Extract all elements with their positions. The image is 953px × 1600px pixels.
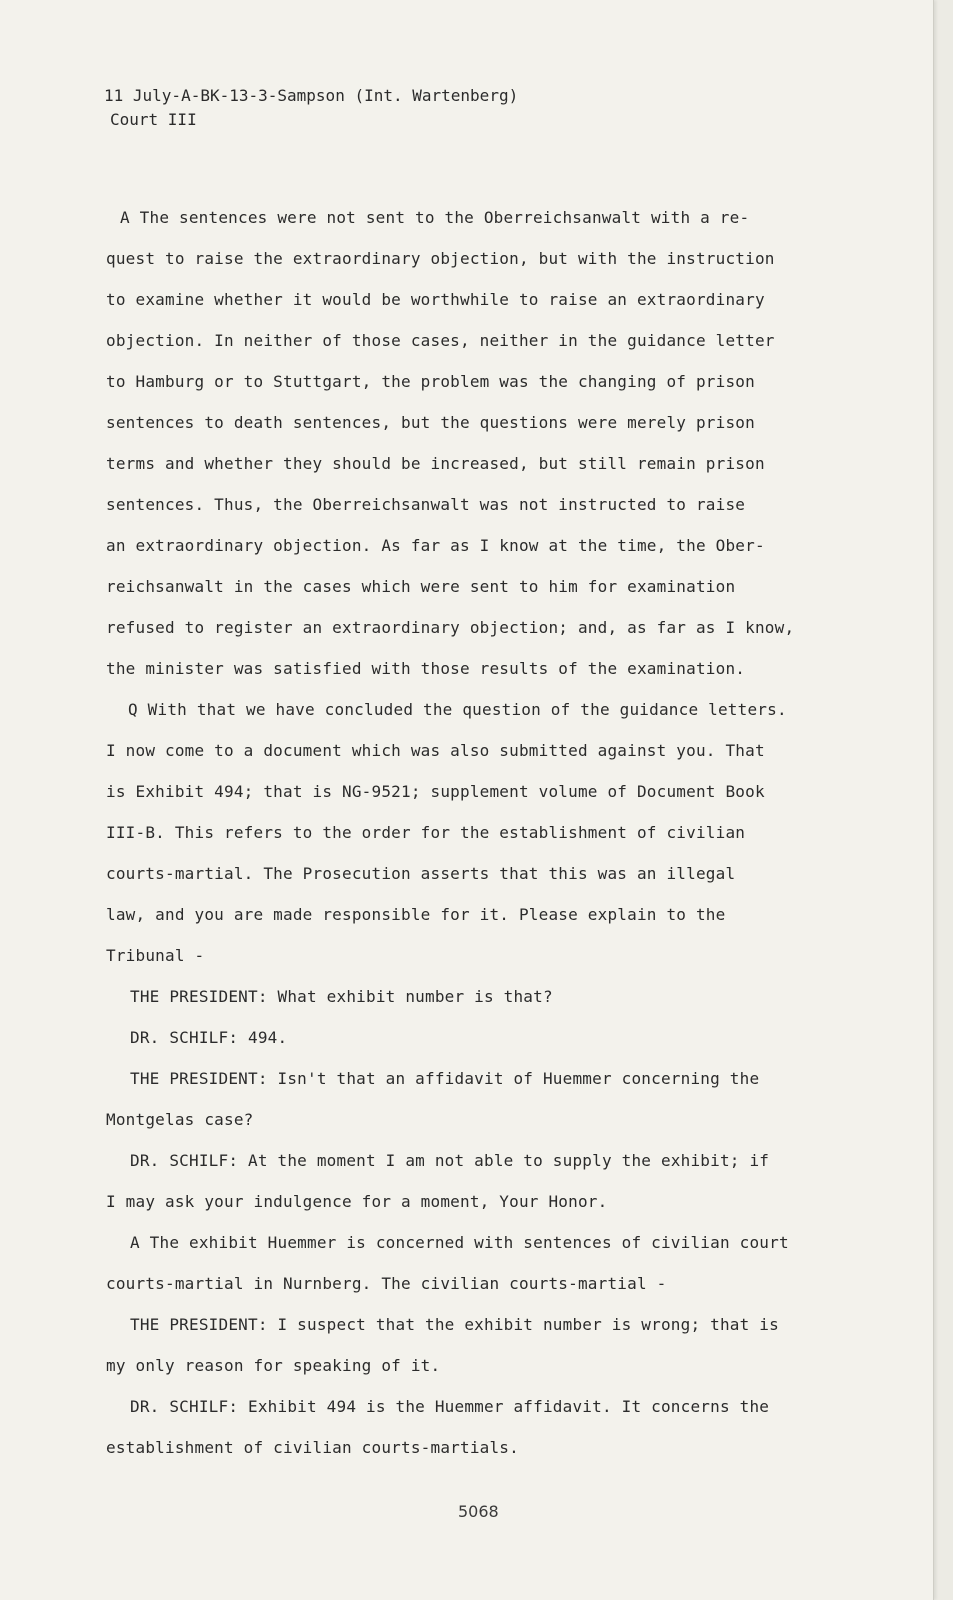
text-line: THE PRESIDENT: Isn't that an affidavit of Huemmer concerning the — [130, 1069, 760, 1088]
text-line: to examine whether it would be worthwhile to raise an extraordinary — [106, 290, 765, 309]
text-line: III-B. This refers to the order for the establishment of civilian — [106, 823, 746, 842]
question-paragraph — [106, 689, 826, 976]
text-line: I may ask your indulgence for a moment, Your Honor. — [106, 1192, 608, 1211]
text-line: THE PRESIDENT: What exhibit number is that? — [130, 987, 553, 1006]
answer-paragraph — [106, 1222, 826, 1304]
text-line: sentences. Thus, the Oberreichsanwalt was not instructed to raise — [106, 495, 746, 514]
text-line: sentences to death sentences, but the questions were merely prison — [106, 413, 755, 432]
text-line: establishment of civilian courts-martials. — [106, 1438, 519, 1457]
president-statement — [106, 976, 826, 1017]
page-number: 5068 — [458, 1502, 499, 1521]
text-line: courts-martial. The Prosecution asserts that this was an illegal — [106, 864, 736, 883]
text-line: quest to raise the extraordinary objection, but with the instruction — [106, 249, 775, 268]
text-line: to Hamburg or to Stuttgart, the problem was the changing of prison — [106, 372, 755, 391]
president-statement — [106, 1058, 826, 1140]
text-line: Tribunal - — [106, 946, 205, 965]
schilf-statement — [106, 1140, 826, 1222]
answer-paragraph — [106, 197, 826, 689]
text-line: Montgelas case? — [106, 1110, 254, 1129]
text-line: courts-martial in Nurnberg. The civilian courts-martial - — [106, 1274, 667, 1293]
text-line: law, and you are made responsible for it. Please explain to the — [106, 905, 726, 924]
text-line: refused to register an extraordinary objection; and, as far as I know, — [106, 618, 795, 637]
text-line: A The sentences were not sent to the Oberreichsanwalt with a re- — [120, 208, 750, 227]
president-statement — [106, 1304, 826, 1386]
header-reference: 11 July-A-BK-13-3-Sampson (Int. Wartenberg) — [104, 86, 519, 105]
text-line: I now come to a document which was also submitted against you. That — [106, 741, 765, 760]
schilf-statement — [106, 1017, 826, 1058]
text-line: DR. SCHILF: 494. — [130, 1028, 288, 1047]
text-line: A The exhibit Huemmer is concerned with sentences of civilian court — [130, 1233, 789, 1252]
text-line: terms and whether they should be increased, but still remain prison — [106, 454, 765, 473]
text-line: DR. SCHILF: Exhibit 494 is the Huemmer affidavit. It concerns the — [130, 1397, 770, 1416]
text-line: Q With that we have concluded the question of the guidance letters. — [128, 700, 787, 719]
transcript-body — [106, 197, 826, 1468]
text-line: an extraordinary objection. As far as I know at the time, the Ober- — [106, 536, 765, 555]
document-header — [104, 84, 518, 132]
header-court: Court III — [110, 110, 197, 129]
text-line: objection. In neither of those cases, neither in the guidance letter — [106, 331, 775, 350]
text-line: the minister was satisfied with those results of the examination. — [106, 659, 746, 678]
text-line: THE PRESIDENT: I suspect that the exhibit number is wrong; that is — [130, 1315, 779, 1334]
text-line: my only reason for speaking of it. — [106, 1356, 441, 1375]
text-line: is Exhibit 494; that is NG-9521; supplement volume of Document Book — [106, 782, 765, 801]
text-line: reichsanwalt in the cases which were sent to him for examination — [106, 577, 736, 596]
text-line: DR. SCHILF: At the moment I am not able to supply the exhibit; if — [130, 1151, 770, 1170]
schilf-statement — [106, 1386, 826, 1468]
